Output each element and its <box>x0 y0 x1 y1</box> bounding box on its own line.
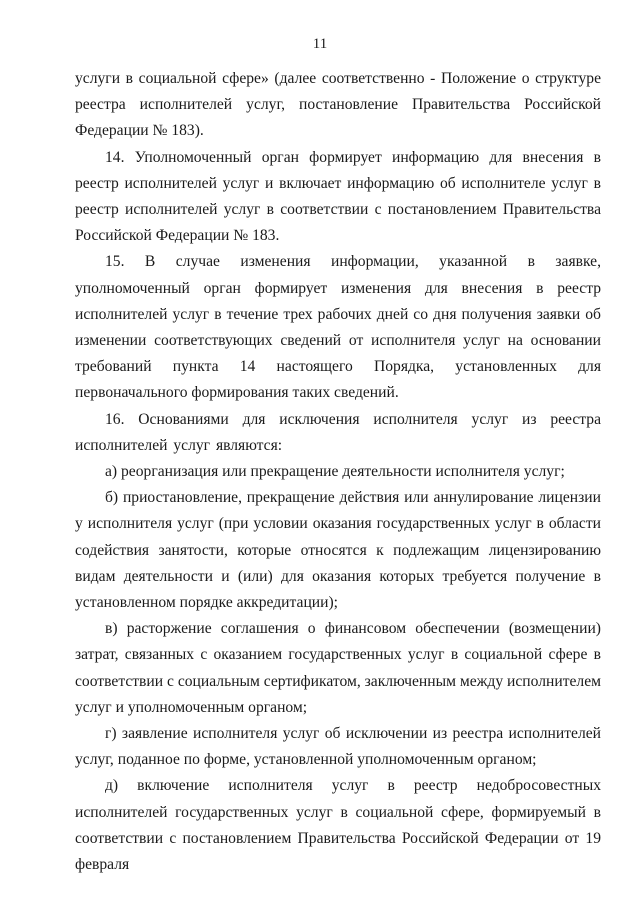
paragraph-item-14: 14. Уполномоченный орган формирует информацию для внесения в реестр исполнителей услуг и включает информацию об исполнителе услуг в реестр исполнителей услуг в соответствии с постановлением Правительства Российской Федерации № 183. <box>75 148 601 245</box>
document-body <box>75 66 601 878</box>
paragraph-item-16: 16. Основаниями для исключения исполнителя услуг из реестра исполнителей услуг являются: <box>75 410 601 454</box>
subitem-g: г) заявление исполнителя услуг об исключении из реестра исполнителей услуг, поданное по форме, установленной уполномоченным органом; <box>75 725 601 769</box>
subitem-a: а) реорганизация или прекращение деятельности исполнителя услуг; <box>105 463 565 481</box>
subitem-d: д) включение исполнителя услуг в реестр недобросовестных исполнителей государственных услуг в социальной сфере, формируемый в соответствии с постановлением Правительства Российской Федерации от 19 февраля <box>75 777 601 874</box>
subitem-b: б) приостановление, прекращение действия или аннулирование лицензии у исполнителя услуг (при условии оказания государственных услуг в области содействия занятости, которые относятся к подлежащим лицензированию видам деятельности и (или) для оказания которых требуется получение в установленном порядке аккредитации); <box>75 489 601 612</box>
paragraph-continuation: услуги в социальной сфере» (далее соответственно - Положение о структуре реестра исполнителей услуг, постановление Правительства Российской Федерации № 183). <box>75 70 601 140</box>
page-number: 11 <box>312 36 328 52</box>
paragraph-item-15: 15. В случае изменения информации, указанной в заявке, уполномоченный орган формирует изменения для внесения в реестр исполнителей услуг в течение трех рабочих дней со дня получения заявки об изменении соответствующих сведений от исполнителя услуг на основании требований пункта 14 настоящего Порядка, установленных для первоначального формирования таких сведений. <box>75 253 601 402</box>
subitem-v: в) расторжение соглашения о финансовом обеспечении (возмещении) затрат, связанных с оказанием государственных услуг в социальной сфере в соответствии с социальным сертификатом, заключенным между исполнителем услуг и уполномоченным органом; <box>75 620 602 716</box>
